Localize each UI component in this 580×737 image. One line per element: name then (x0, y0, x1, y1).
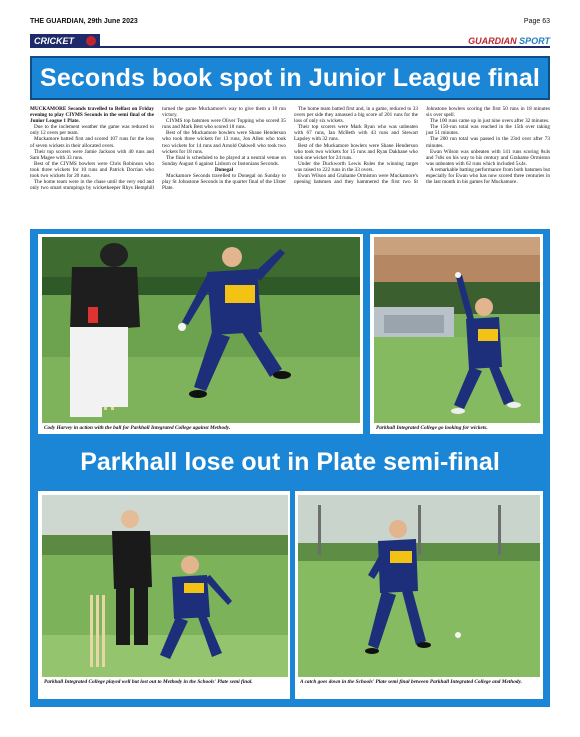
photo-cody-harvey-bowling-image (42, 237, 360, 423)
story1-paragraph: Their top scorers were Jamie Jackson with 40 runs and Sam Magee with 33 runs. (30, 148, 154, 161)
photo-caption: Parkhall Integrated College played well but lost out to Methody in the Schools' Plate semi final. (44, 679, 290, 695)
cricket-ball-icon (86, 36, 96, 46)
story2-headline: Parkhall lose out in Plate semi-final (80, 448, 500, 476)
section-bar (30, 34, 550, 48)
story1-paragraph: Ewan Wilson and Grahame Ormiston were Muckamore's opening batsmen and they hammered the first two St Johnstone bowlers scoring the first 50 runs in 18 minutes six over spell. (294, 106, 550, 186)
story1-paragraph: The 200 run total was passed in the 23rd over after 73 minutes. (426, 136, 550, 149)
photo-catch-goes-down-image (298, 495, 540, 677)
photo-parkhall-wickets (374, 237, 540, 423)
story1-article (30, 106, 550, 226)
photo-caption: A catch goes down in the Schools' Plate semi final between Parkhall Integrated College and Methody. (300, 679, 542, 695)
story1-paragraph: The 100 runs came up in just nine overs after 32 minutes. (430, 118, 550, 125)
brand-word: GUARDIAN (468, 36, 517, 46)
story2-headline-banner (30, 439, 550, 485)
story1-subhead: Donegal (214, 166, 234, 173)
story1-paragraph: The final is scheduled to be played at a neutral venue on Sunday August 6 against Lisburn or Instonians Seconds. (162, 154, 286, 167)
story1-headline-banner (30, 56, 550, 100)
page-header (30, 18, 550, 30)
story1-paragraph: CIYMS top batsmen were Oliver Topping who scored 35 runs and Mark Best who scored 18 runs. (162, 118, 286, 131)
photo-parkhall-wickets-image (374, 237, 540, 423)
photo-caption: Parkhall Integrated College go looking for wickets. (376, 425, 542, 433)
page-number: Page 63 (523, 18, 550, 25)
photo-cody-harvey-bowling (42, 237, 360, 423)
brand-logo (468, 34, 550, 48)
story1-paragraph: Ewan Wilson was unbeaten with 141 runs scoring 8s4s and 7s6s on his way to his century and Grahame Ormiston was unbeaten with 62 runs which included 5x4s. (426, 148, 550, 167)
photo-caption: Cody Harvey in action with the ball for Parkhall Integrated College against Methody. (44, 425, 362, 433)
paper-date: THE GUARDIAN, 29th June 2023 (30, 18, 138, 25)
brand-sport: SPORT (519, 36, 550, 46)
story1-lead: MUCKAMORE Seconds travelled to Belfast on Friday evening to play CIYMS Seconds in the semi final of the Junior League 1 Plate. (30, 106, 154, 125)
story1-paragraph: Muckamore batted first and scored 107 runs for the loss of seven wickets in their allocated overs. (30, 136, 154, 149)
story1-paragraph: Their top scorers were Mark Ryan who was unbeaten with 67 runs, Ian McBeth with 43 runs and Stewart Lapsley with 32 runs. (294, 124, 418, 143)
story1-paragraph: Under the Duckworth Lewis Rules the winning target was raised to 222 runs in the 33 overs. (294, 160, 418, 173)
story1-paragraph: The 150-run total was reached in the 15th over taking just 51 minutes. (426, 124, 550, 137)
photo-catch-goes-down (298, 495, 540, 677)
story1-headline: Seconds book spot in Junior League final (40, 64, 540, 92)
story1-paragraph: Due to the inclement weather the game was reduced to only 12 overs per team. (30, 124, 154, 137)
section-label (30, 34, 100, 48)
photo-parkhall-semi-final (42, 495, 288, 677)
story1-paragraph: The home team batted first and, in a game, reduced to 33 overs per side they amassed a big score of 201 runs for the loss of only six wickets. (294, 106, 418, 125)
section-name: CRICKET (34, 36, 74, 46)
story1-paragraph: Muckamore Seconds travelled to Donegal on Sunday to play St Johnstone Seconds in the quarter final of the Ulster Plate. (162, 173, 286, 192)
story1-paragraph: A remarkable batting performance from both batsmen but especially for Ewan who has now scored three centuries in the last month in his games for Muckamore. (426, 166, 550, 186)
story1-paragraph: Best of the Muckamore bowlers were Shane Henderson who took two wickets for 15 runs and Ryan Dakhane who took one wicket for 24 runs. (294, 142, 418, 161)
story1-paragraph: Best of the Muckamore bowlers were Shane Henderson who took three wickets for 13 runs, Jon Allen who took two wickets for 14 runs and Arnold Oakwell who took two wickets for 18 runs. (162, 130, 286, 155)
story1-paragraph: The home team were in the chase until the very end and only two smart stumpings by wicketkeeper Rhys Hemphill turned the game Muckamore's way to give them a 10 run victory. (30, 106, 286, 192)
story1-paragraph: Best of the CIYMS bowlers were Chris Robinson who took three wickets for 10 runs and Patrick Dorrian who took two wickets for 20 runs. (30, 160, 154, 180)
photo-parkhall-semi-final-image (42, 495, 288, 677)
